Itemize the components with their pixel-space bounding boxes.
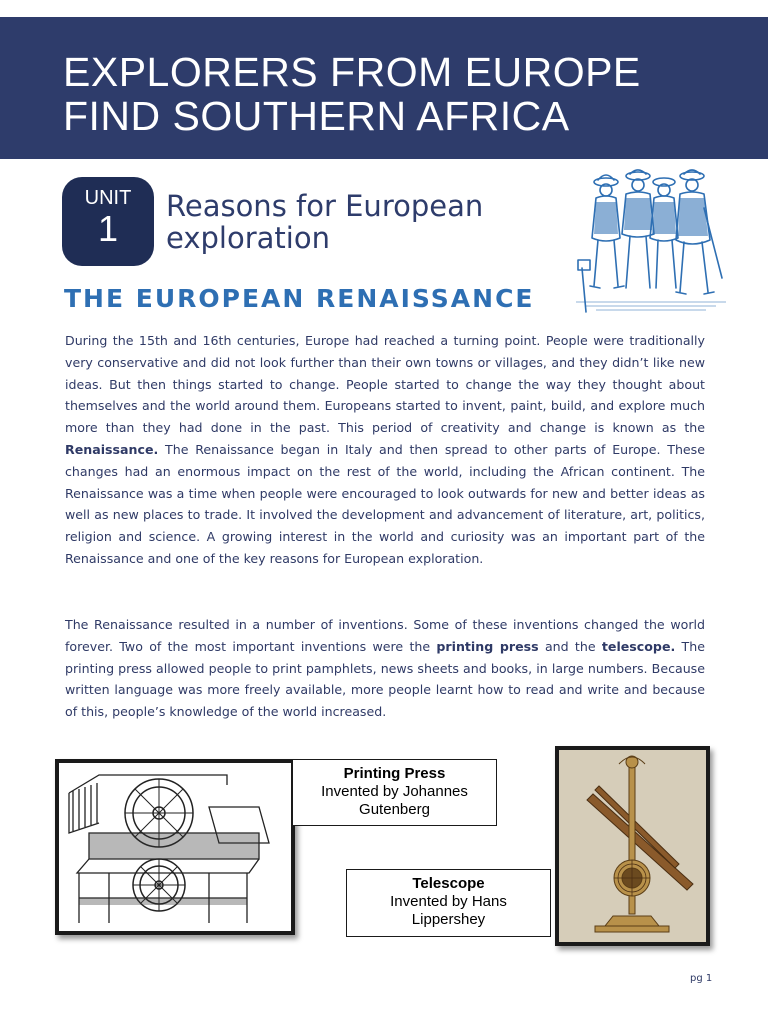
printing-press-caption-line-1: Invented by Johannes xyxy=(321,783,468,800)
telescope-icon xyxy=(559,750,706,942)
unit-number: 1 xyxy=(97,208,119,249)
term-renaissance: Renaissance. xyxy=(65,441,159,457)
explorers-illustration xyxy=(576,168,726,314)
paragraph-1-text-b: The Renaissance began in Italy and then spread to other parts of Europe. These changes had an enormous impact on the rest of the world, including the African continent. The Renaissance was a time when people were encouraged to look outwards for new and better ideas as well as new places to trade. It involved the development and advancement of literature, art, politics, religion and science. A growing interest in the world and curiosity was an important part of the Renaissance and one of the key reasons for European exploration. xyxy=(65,441,705,566)
printing-press-image xyxy=(55,759,295,935)
printing-press-caption xyxy=(292,759,497,826)
printing-press-caption-line-2: Gutenberg xyxy=(359,801,430,818)
paragraph-renaissance xyxy=(65,330,705,570)
telescope-caption-line-2: Lippershey xyxy=(411,911,486,928)
page-title-line-1: EXPLORERS FROM EUROPE xyxy=(63,49,641,95)
paragraph-1-text-a: During the 15th and 16th centuries, Europe had reached a turning point. People were traditionally very conservative and did not look further than their own towns or villages, and they didn’t like new ideas. But then things started to change. People started to change the way they thought about themselves and the world around them. Europeans started to invent, paint, build, and explore much more than they had done in the past. This period of creativity and change is known as the xyxy=(65,333,705,436)
page-title xyxy=(63,50,743,138)
telescope-caption-title: Telescope xyxy=(412,875,485,892)
unit-label: UNIT xyxy=(84,187,132,209)
unit-title-line-2: exploration xyxy=(166,221,330,255)
printing-press-icon xyxy=(59,763,291,931)
telescope-image xyxy=(555,746,710,946)
telescope-caption-line-1: Invented by Hans xyxy=(390,893,507,910)
paragraph-inventions xyxy=(65,614,705,723)
page-number: pg 1 xyxy=(690,973,713,984)
page-title-line-2: FIND SOUTHERN AFRICA xyxy=(63,93,570,139)
paragraph-2-text-a: The Renaissance resulted in a number of inventions. Some of these inventions changed the world forever. Two of the most important inventions were the xyxy=(65,617,705,654)
unit-title xyxy=(166,190,586,254)
term-printing-press: printing press xyxy=(436,638,539,654)
paragraph-2-text-c: The printing press allowed people to print pamphlets, news sheets and books, in large numbers. Because written language was more freely available, more people learnt how to read and write and because of this, people’s knowledge of the world increased. xyxy=(65,638,705,720)
section-heading: THE EUROPEAN RENAISSANCE xyxy=(64,284,535,313)
term-telescope: telescope. xyxy=(601,638,676,654)
telescope-caption xyxy=(346,869,551,937)
printing-press-caption-title: Printing Press xyxy=(343,765,446,782)
paragraph-2-text-b: and the xyxy=(538,638,602,654)
unit-title-line-1: Reasons for European xyxy=(166,189,484,223)
unit-badge xyxy=(62,177,154,266)
